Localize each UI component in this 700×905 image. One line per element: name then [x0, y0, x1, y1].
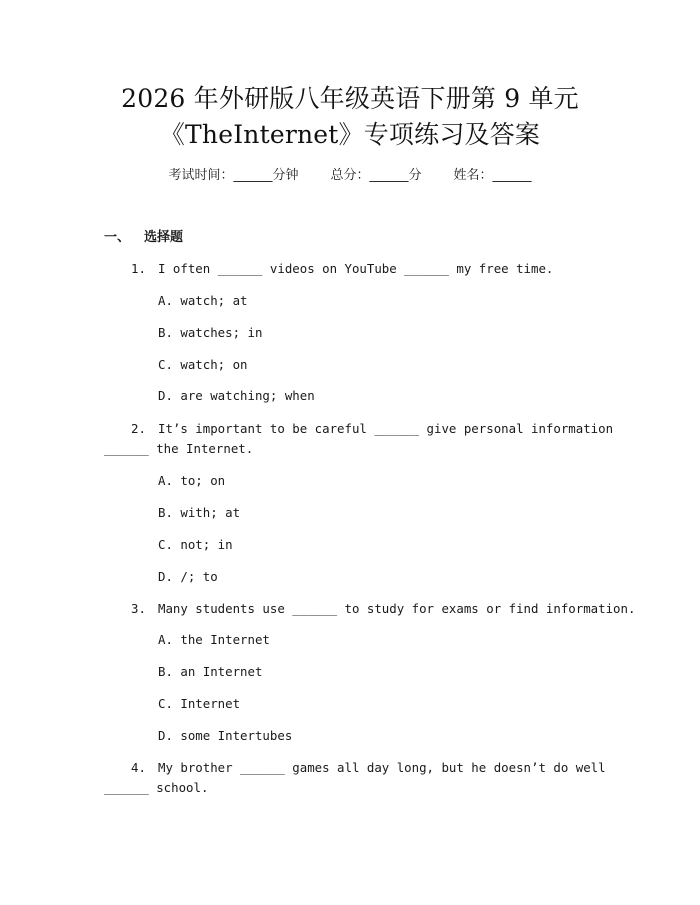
question-1-option-c: C. watch; on [158, 357, 248, 372]
section-title: 选择题 [144, 230, 184, 245]
question-3-option-b: B. an Internet [158, 664, 263, 679]
exam-time: 考试时间：______分钟 [168, 168, 299, 183]
question-2-option-d: D. /; to [158, 569, 218, 584]
exam-info [0, 166, 700, 186]
document-title-line-1: 2026 年外研版八年级英语下册第 9 单元 [121, 84, 579, 113]
question-1-option-b: B. watches; in [158, 325, 263, 340]
section-heading [104, 228, 183, 248]
section-number: 一、 [104, 230, 131, 245]
question-number: 1. [131, 261, 146, 276]
question-4 [131, 758, 606, 778]
question-number: 3. [131, 601, 146, 616]
question-3-option-d: D. some Intertubes [158, 728, 293, 743]
question-number: 4. [131, 760, 146, 775]
exam-name: 姓名：______ [453, 168, 532, 183]
question-2-option-b: B. with; at [158, 505, 241, 520]
question-2-continued: ______ the Internet. [104, 441, 254, 456]
question-text: My brother ______ games all day long, but he doesn’t do well [158, 760, 606, 775]
question-2-option-c: C. not; in [158, 537, 233, 552]
document-title-line-2: 《TheInternet》专项练习及答案 [159, 120, 541, 149]
question-2 [131, 419, 613, 439]
question-3 [131, 599, 635, 619]
question-1 [131, 259, 553, 279]
question-1-option-d: D. are watching; when [158, 388, 315, 403]
question-4-continued: ______ school. [104, 780, 209, 795]
question-3-option-a: A. the Internet [158, 632, 270, 647]
exam-score: 总分：______分 [330, 168, 422, 183]
question-text: I often ______ videos on YouTube ______ my free time. [158, 261, 554, 276]
question-2-option-a: A. to; on [158, 473, 226, 488]
question-text: Many students use ______ to study for exams or find information. [158, 601, 636, 616]
question-3-option-c: C. Internet [158, 696, 241, 711]
question-text: It’s important to be careful ______ give personal information [158, 421, 614, 436]
question-1-option-a: A. watch; at [158, 293, 248, 308]
question-number: 2. [131, 421, 146, 436]
